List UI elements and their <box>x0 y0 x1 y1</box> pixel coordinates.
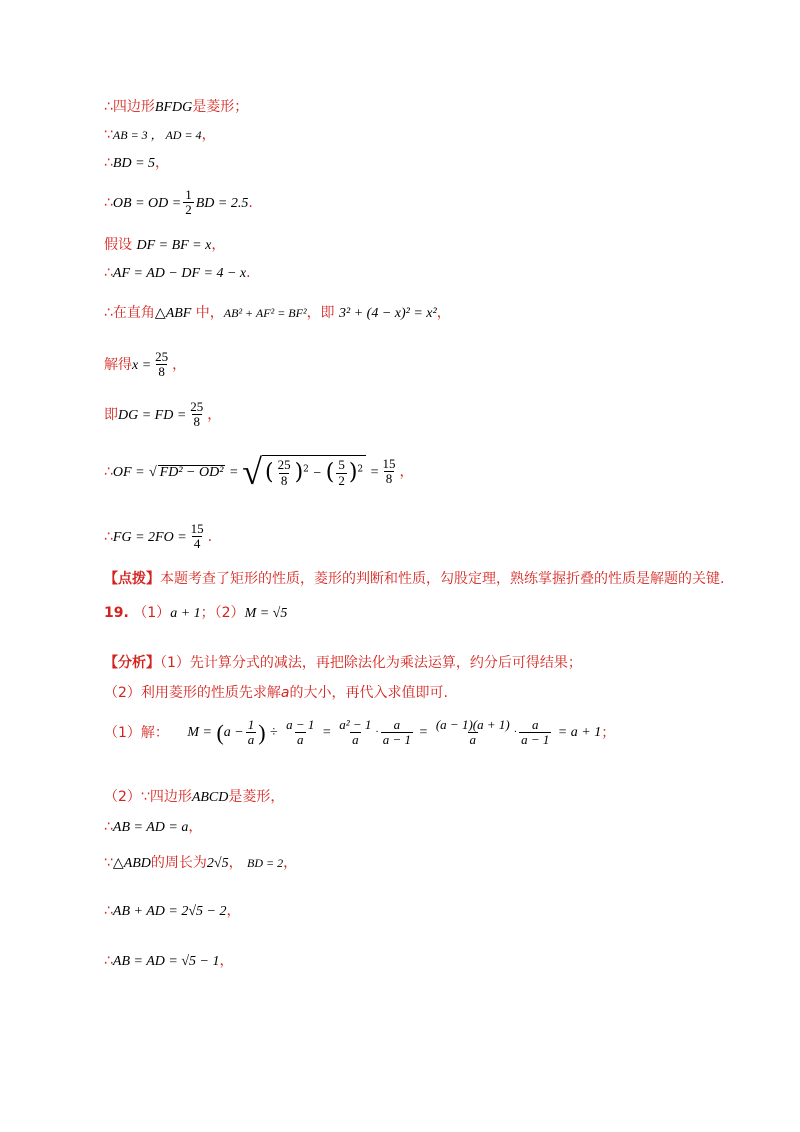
line-bd <box>104 156 169 171</box>
text: ， <box>172 357 187 374</box>
text: ，即 <box>306 305 335 321</box>
math: AF = AD − DF = 4 − x <box>112 266 247 281</box>
math: 2√5 <box>206 856 229 871</box>
math: AB = AD = a <box>112 820 189 835</box>
text: ； <box>601 725 616 742</box>
text: ， <box>155 155 170 171</box>
therefore-symbol: ∴ <box>104 953 113 969</box>
line-dianbo <box>104 572 724 586</box>
math: BD = 2.5 <box>195 196 249 212</box>
math: BD = 2 <box>247 856 284 870</box>
line-ab-ad-a <box>104 820 202 835</box>
line-ab-ad-given <box>104 128 216 142</box>
paren: ( <box>325 460 335 486</box>
fraction: $\frac{25}{8}$ <box>155 349 169 380</box>
multiply: · <box>513 727 518 739</box>
text: ， <box>211 237 226 253</box>
line-answer-19 <box>104 606 287 621</box>
fraction: $\frac{\text{a² − 1}}{a}$ <box>339 717 372 748</box>
text: 中， <box>195 305 224 321</box>
math: a − <box>223 725 244 741</box>
text: （1）解： <box>104 725 169 742</box>
text: . <box>246 265 251 281</box>
math: = a + 1 <box>557 725 602 741</box>
text: 即 <box>104 407 118 424</box>
math: OB = OD = <box>112 196 182 212</box>
equals: = <box>370 465 379 480</box>
text: （2） <box>214 605 245 621</box>
minus: − <box>313 466 322 482</box>
line-dg-fd <box>104 400 221 430</box>
fraction: $\frac{15}{4}$ <box>190 521 204 552</box>
line-abcd-rhombus <box>104 790 284 805</box>
line-fenxi <box>104 656 582 670</box>
text: . <box>248 195 253 212</box>
multiply: · <box>375 727 379 739</box>
question-number: 19. <box>104 605 129 621</box>
math: x = <box>132 358 152 374</box>
math: BD = 5 <box>112 156 156 171</box>
line-analysis-2 <box>104 686 448 700</box>
therefore-symbol: ∴ <box>104 195 113 212</box>
line-ob-od <box>104 188 253 218</box>
line-of <box>104 454 414 490</box>
fraction: $\frac{25}{8}$ <box>277 457 291 488</box>
fraction: $\frac{1}{a}$ <box>247 717 255 748</box>
text: ， <box>228 855 243 871</box>
equals: = <box>229 465 238 480</box>
text: ∴在直角 <box>104 305 155 321</box>
math: BFDG <box>154 100 193 115</box>
text: （2）∵四边形 <box>104 789 192 805</box>
text: ， <box>201 127 216 143</box>
fraction: $\frac{15}{8}$ <box>382 455 396 487</box>
math: FG = 2FO = <box>112 530 187 546</box>
because-symbol: ∵ <box>104 855 113 871</box>
text: 解得 <box>104 357 132 374</box>
fraction: $\frac{a}{a - 1}$ <box>521 717 550 748</box>
math: AB² + AF² = BF² <box>223 306 307 320</box>
line-perimeter <box>104 856 297 871</box>
text: . <box>207 529 213 546</box>
paren: ( <box>216 720 224 746</box>
math: AB = AD = √5 − 1 <box>112 954 220 969</box>
text: ∴四边形 <box>104 99 155 115</box>
math: 3² + (4 − x)² = x² <box>339 306 437 321</box>
text: ， <box>436 305 451 321</box>
because-symbol: ∵ <box>104 127 113 143</box>
text: ； <box>200 605 215 621</box>
line-bfdg-rhombus <box>104 100 248 115</box>
line-fg <box>104 522 212 552</box>
section-tag: 【分析】 <box>104 655 160 671</box>
therefore-symbol: ∴ <box>104 819 113 835</box>
line-pythagoras <box>104 306 451 321</box>
text: ， <box>283 855 298 871</box>
triangle-label: △ABD <box>112 856 151 871</box>
text: ， <box>226 903 241 919</box>
line-assume <box>104 238 225 253</box>
fraction: $\frac{5}{2}$ <box>338 457 345 488</box>
radicand-block: ( $\frac{25}{8}$ )$^2$ − ( $\frac{5}{2}$ )$^2$ <box>262 455 366 488</box>
therefore-symbol: ∴ <box>104 529 113 546</box>
text: 的大小，再代入求值即可. <box>289 685 448 701</box>
math: a <box>280 685 290 701</box>
text: ， <box>207 407 222 424</box>
radicand: FD² − OD² <box>159 465 224 480</box>
fraction: $\frac{a}{a - 1}$ <box>382 717 412 748</box>
sqrt-symbol: √ <box>148 465 157 480</box>
math: M = √5 <box>244 606 288 621</box>
equals: = <box>419 725 428 741</box>
math: ABCD <box>191 790 229 805</box>
text: ， <box>399 464 414 480</box>
text: （1） <box>133 605 171 621</box>
triangle-label: △ABF <box>154 306 192 321</box>
fraction: $\frac{1}{2}$ <box>185 187 192 218</box>
text: （2）利用菱形的性质先求解 <box>104 685 281 701</box>
text: 是菱形， <box>228 789 285 805</box>
equals: = <box>322 725 331 741</box>
math: OF = <box>112 465 145 480</box>
math: a + 1 <box>170 606 201 621</box>
paren: ) <box>294 460 304 486</box>
therefore-symbol: ∴ <box>104 464 113 480</box>
paren: ) <box>348 460 358 486</box>
paren: ( <box>264 460 274 486</box>
math: M = <box>187 725 212 741</box>
math: DF = BF = x <box>136 238 212 253</box>
math: AB = 3 ， AD = 4 <box>112 128 202 142</box>
line-ab-plus-ad <box>104 904 240 919</box>
text: 本题考查了矩形的性质，菱形的判断和性质，勾股定理，熟练掌握折叠的性质是解题的关键. <box>160 571 725 587</box>
therefore-symbol: ∴ <box>104 155 113 171</box>
therefore-symbol: ∴ <box>104 903 113 919</box>
fraction: $\frac{(a - 1)(a + 1)}{a}$ <box>435 717 510 748</box>
divide: ÷ <box>270 725 278 741</box>
line-af <box>104 266 251 281</box>
line-solution-1 <box>104 718 615 748</box>
paren: ) <box>258 720 266 746</box>
text: ， <box>188 819 203 835</box>
math: DG = FD = <box>118 408 187 424</box>
text: （1）先计算分式的减法，再把除法化为乘法运算，约分后可得结果； <box>160 655 582 671</box>
text: ， <box>219 953 234 969</box>
fraction: $\frac{a - 1}{a}$ <box>286 717 315 748</box>
section-tag: 【点拨】 <box>104 571 160 587</box>
text: 是菱形； <box>192 99 249 115</box>
therefore-symbol: ∴ <box>104 265 113 281</box>
text: 假设 <box>104 237 132 253</box>
line-solve-x <box>104 350 186 380</box>
math: AB + AD = 2√5 − 2 <box>112 904 227 919</box>
text: 的周长为 <box>150 855 207 871</box>
line-ab-ad-value <box>104 954 233 969</box>
sqrt-symbol: √ <box>242 452 262 492</box>
fraction: $\frac{25}{8}$ <box>190 399 204 430</box>
